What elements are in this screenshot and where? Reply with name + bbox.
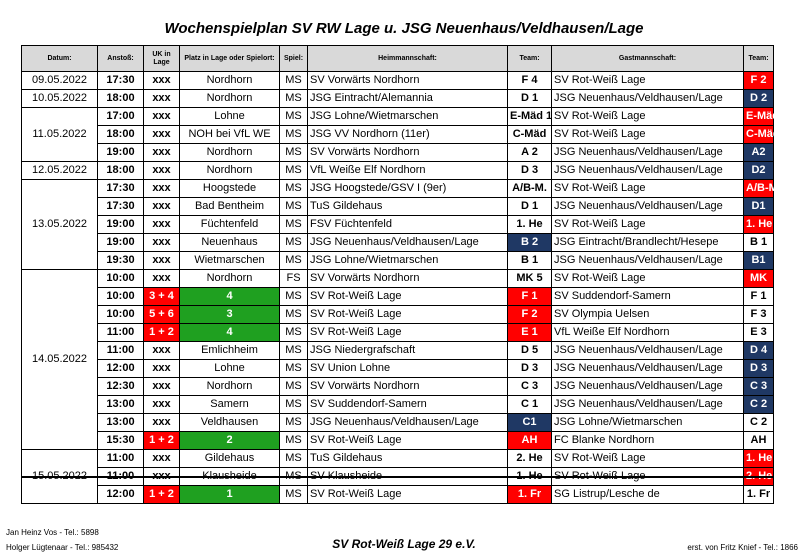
home-squad-cell: A 2 (508, 144, 552, 162)
footer-contact-1: Jan Heinz Vos - Tel.: 5898 (6, 528, 99, 537)
match-type-cell: MS (280, 378, 308, 396)
date-cell: 14.05.2022 (22, 270, 98, 450)
home-team-cell: JSG Hoogstede/GSV I (9er) (308, 180, 508, 198)
table-row (22, 90, 774, 108)
match-type-cell: MS (280, 486, 308, 504)
venue-cell: NOH bei VfL WE (180, 126, 280, 144)
away-squad-cell: MK (744, 270, 774, 288)
table-row (22, 108, 774, 126)
uk-cell: xxx (144, 162, 180, 180)
home-squad-cell: D 3 (508, 162, 552, 180)
away-team-cell: SV Rot-Weiß Lage (552, 270, 744, 288)
table-row (22, 378, 774, 396)
away-team-cell: SV Rot-Weiß Lage (552, 450, 744, 468)
home-squad-cell: C 3 (508, 378, 552, 396)
home-team-cell: FSV Füchtenfeld (308, 216, 508, 234)
table-row (22, 198, 774, 216)
header-heim: Heimmannschaft: (308, 46, 508, 72)
venue-cell: Wietmarschen (180, 252, 280, 270)
home-squad-cell: AH (508, 432, 552, 450)
time-cell: 19:00 (98, 144, 144, 162)
footer-contact-2: Holger Lügtenaar - Tel.: 985432 (6, 543, 119, 552)
away-team-cell: SG Listrup/Lesche de (552, 486, 744, 504)
time-cell: 11:00 (98, 450, 144, 468)
venue-cell: Samern (180, 396, 280, 414)
away-team-cell: FC Blanke Nordhorn (552, 432, 744, 450)
uk-cell: xxx (144, 342, 180, 360)
schedule-table (21, 45, 781, 504)
home-squad-cell: C1 (508, 414, 552, 432)
table-row (22, 216, 774, 234)
venue-cell: Bad Bentheim (180, 198, 280, 216)
home-team-cell: JSG Niedergrafschaft (308, 342, 508, 360)
away-team-cell: JSG Eintracht/Brandlecht/Hesepe (552, 234, 744, 252)
home-squad-cell: D 1 (508, 90, 552, 108)
venue-cell: Füchtenfeld (180, 216, 280, 234)
date-cell: 11.05.2022 (22, 108, 98, 162)
away-team-cell: JSG Neuenhaus/Veldhausen/Lage (552, 162, 744, 180)
home-squad-cell: 1. Fr (508, 486, 552, 504)
home-squad-cell: B 1 (508, 252, 552, 270)
home-team-cell: JSG VV Nordhorn (11er) (308, 126, 508, 144)
away-team-cell: SV Rot-Weiß Lage (552, 216, 744, 234)
venue-cell: Nordhorn (180, 270, 280, 288)
home-squad-cell: E-Mäd 1 (508, 108, 552, 126)
header-row (22, 46, 774, 72)
away-squad-cell: 1. He (744, 450, 774, 468)
time-cell: 11:00 (98, 342, 144, 360)
away-squad-cell: C 2 (744, 414, 774, 432)
uk-cell: xxx (144, 216, 180, 234)
match-type-cell: MS (280, 108, 308, 126)
uk-cell: xxx (144, 72, 180, 90)
home-squad-cell: F 1 (508, 288, 552, 306)
time-cell: 17:00 (98, 108, 144, 126)
uk-cell: 5 + 6 (144, 306, 180, 324)
away-team-cell: SV Rot-Weiß Lage (552, 72, 744, 90)
venue-cell: Nordhorn (180, 144, 280, 162)
away-team-cell: SV Rot-Weiß Lage (552, 126, 744, 144)
date-cell: 12.05.2022 (22, 162, 98, 180)
away-squad-cell: A2 (744, 144, 774, 162)
time-cell: 12:00 (98, 360, 144, 378)
uk-cell: 1 + 2 (144, 432, 180, 450)
venue-cell: Lohne (180, 108, 280, 126)
away-squad-cell: E-Mäd (744, 108, 774, 126)
uk-cell: xxx (144, 180, 180, 198)
home-team-cell: SV Rot-Weiß Lage (308, 306, 508, 324)
match-type-cell: MS (280, 342, 308, 360)
home-team-cell: JSG Eintracht/Alemannia (308, 90, 508, 108)
time-cell: 19:30 (98, 252, 144, 270)
footer-credit: erst. von Fritz Knief - Tel.: 1866 (687, 543, 798, 552)
away-squad-cell: F 2 (744, 72, 774, 90)
match-type-cell: MS (280, 432, 308, 450)
time-cell: 17:30 (98, 198, 144, 216)
away-team-cell: JSG Neuenhaus/Veldhausen/Lage (552, 378, 744, 396)
venue-cell: 3 (180, 306, 280, 324)
home-team-cell: JSG Lohne/Wietmarschen (308, 108, 508, 126)
away-team-cell: SV Rot-Weiß Lage (552, 108, 744, 126)
away-team-cell: JSG Neuenhaus/Veldhausen/Lage (552, 252, 744, 270)
table-row (22, 414, 774, 432)
home-squad-cell: A/B-M. (508, 180, 552, 198)
uk-cell: xxx (144, 450, 180, 468)
uk-cell: xxx (144, 126, 180, 144)
header-datum: Datum: (22, 46, 98, 72)
venue-cell: 4 (180, 288, 280, 306)
venue-cell: Lohne (180, 360, 280, 378)
away-squad-cell: F 3 (744, 306, 774, 324)
match-type-cell: MS (280, 126, 308, 144)
header-uk: UK in Lage (144, 46, 180, 72)
away-team-cell: JSG Neuenhaus/Veldhausen/Lage (552, 144, 744, 162)
away-team-cell: JSG Neuenhaus/Veldhausen/Lage (552, 342, 744, 360)
home-squad-cell: C-Mäd (508, 126, 552, 144)
home-squad-cell: 2. He (508, 450, 552, 468)
date-cell: 13.05.2022 (22, 180, 98, 270)
match-type-cell: MS (280, 180, 308, 198)
away-squad-cell: C 3 (744, 378, 774, 396)
table-row (22, 450, 774, 468)
table-row (22, 288, 774, 306)
venue-cell: Hoogstede (180, 180, 280, 198)
away-squad-cell: D 2 (744, 90, 774, 108)
header-team: Team: (508, 46, 552, 72)
away-squad-cell: D 3 (744, 360, 774, 378)
match-type-cell: MS (280, 198, 308, 216)
away-squad-cell: AH (744, 432, 774, 450)
time-cell: 18:00 (98, 162, 144, 180)
match-type-cell: MS (280, 252, 308, 270)
venue-cell: Nordhorn (180, 90, 280, 108)
table-row (22, 396, 774, 414)
home-team-cell: SV Vorwärts Nordhorn (308, 72, 508, 90)
table-row (22, 270, 774, 288)
venue-cell: 1 (180, 486, 280, 504)
home-team-cell: TuS Gildehaus (308, 198, 508, 216)
away-squad-cell: B1 (744, 252, 774, 270)
home-team-cell: JSG Lohne/Wietmarschen (308, 252, 508, 270)
match-type-cell: MS (280, 324, 308, 342)
table-row (22, 252, 774, 270)
away-team-cell: SV Olympia Uelsen (552, 306, 744, 324)
divider-line (21, 476, 773, 478)
away-squad-cell: D1 (744, 198, 774, 216)
home-team-cell: TuS Gildehaus (308, 450, 508, 468)
schedule-body (22, 72, 781, 504)
home-team-cell: SV Rot-Weiß Lage (308, 288, 508, 306)
match-type-cell: MS (280, 360, 308, 378)
home-team-cell: SV Rot-Weiß Lage (308, 432, 508, 450)
away-squad-cell: A/B-M. (744, 180, 774, 198)
uk-cell: 3 + 4 (144, 288, 180, 306)
home-team-cell: SV Vorwärts Nordhorn (308, 270, 508, 288)
match-type-cell: MS (280, 396, 308, 414)
home-squad-cell: MK 5 (508, 270, 552, 288)
match-type-cell: MS (280, 450, 308, 468)
away-squad-cell: F 1 (744, 288, 774, 306)
table-row (22, 324, 774, 342)
table-row (22, 144, 774, 162)
away-squad-cell: 1. He (744, 216, 774, 234)
away-squad-cell: E 3 (744, 324, 774, 342)
away-squad-cell: C 2 (744, 396, 774, 414)
home-team-cell: SV Vorwärts Nordhorn (308, 378, 508, 396)
away-squad-cell: 1. Fr (744, 486, 774, 504)
home-squad-cell: D 5 (508, 342, 552, 360)
away-team-cell: JSG Lohne/Wietmarschen (552, 414, 744, 432)
venue-cell: Neuenhaus (180, 234, 280, 252)
table-row (22, 162, 774, 180)
match-type-cell: MS (280, 144, 308, 162)
away-team-cell: JSG Neuenhaus/Veldhausen/Lage (552, 90, 744, 108)
time-cell: 13:00 (98, 396, 144, 414)
venue-cell: Nordhorn (180, 162, 280, 180)
uk-cell: xxx (144, 414, 180, 432)
home-team-cell: SV Suddendorf-Samern (308, 396, 508, 414)
match-type-cell: MS (280, 234, 308, 252)
table-row (22, 486, 774, 504)
home-squad-cell: C 1 (508, 396, 552, 414)
uk-cell: xxx (144, 360, 180, 378)
time-cell: 13:00 (98, 414, 144, 432)
uk-cell: xxx (144, 90, 180, 108)
table-row (22, 342, 774, 360)
match-type-cell: MS (280, 414, 308, 432)
match-type-cell: MS (280, 162, 308, 180)
match-type-cell: MS (280, 90, 308, 108)
header-gast: Gastmannschaft: (552, 46, 744, 72)
home-squad-cell: B 2 (508, 234, 552, 252)
time-cell: 17:30 (98, 180, 144, 198)
header-team2: Team: (744, 46, 774, 72)
venue-cell: Nordhorn (180, 72, 280, 90)
match-type-cell: MS (280, 216, 308, 234)
header-platz: Platz in Lage oder Spielort: (180, 46, 280, 72)
home-team-cell: SV Vorwärts Nordhorn (308, 144, 508, 162)
home-team-cell: SV Rot-Weiß Lage (308, 324, 508, 342)
time-cell: 11:00 (98, 324, 144, 342)
table-row (22, 234, 774, 252)
home-squad-cell: D 1 (508, 198, 552, 216)
away-squad-cell: D 4 (744, 342, 774, 360)
away-squad-cell: D2 (744, 162, 774, 180)
away-team-cell: SV Rot-Weiß Lage (552, 180, 744, 198)
time-cell: 17:30 (98, 72, 144, 90)
time-cell: 10:00 (98, 288, 144, 306)
table-row (22, 360, 774, 378)
match-type-cell: MS (280, 288, 308, 306)
venue-cell: Emlichheim (180, 342, 280, 360)
home-team-cell: VfL Weiße Elf Nordhorn (308, 162, 508, 180)
uk-cell: xxx (144, 270, 180, 288)
table-row (22, 72, 774, 90)
away-team-cell: VfL Weiße Elf Nordhorn (552, 324, 744, 342)
home-squad-cell: 1. He (508, 216, 552, 234)
table-row (22, 180, 774, 198)
venue-cell: 4 (180, 324, 280, 342)
uk-cell: 1 + 2 (144, 486, 180, 504)
match-type-cell: FS (280, 270, 308, 288)
venue-cell: 2 (180, 432, 280, 450)
away-team-cell: JSG Neuenhaus/Veldhausen/Lage (552, 198, 744, 216)
page-title: Wochenspielplan SV RW Lage u. JSG Neuenhaus/Veldhausen/Lage (164, 20, 644, 37)
header-anstoss: Anstoß: (98, 46, 144, 72)
time-cell: 10:00 (98, 270, 144, 288)
home-team-cell: JSG Neuenhaus/Veldhausen/Lage (308, 414, 508, 432)
away-squad-cell: B 1 (744, 234, 774, 252)
home-team-cell: SV Union Lohne (308, 360, 508, 378)
home-team-cell: SV Rot-Weiß Lage (308, 486, 508, 504)
time-cell: 19:00 (98, 234, 144, 252)
match-type-cell: MS (280, 72, 308, 90)
home-squad-cell: D 3 (508, 360, 552, 378)
time-cell: 19:00 (98, 216, 144, 234)
uk-cell: 1 + 2 (144, 324, 180, 342)
uk-cell: xxx (144, 252, 180, 270)
table-row (22, 432, 774, 450)
date-cell: 09.05.2022 (22, 72, 98, 90)
uk-cell: xxx (144, 144, 180, 162)
home-team-cell: JSG Neuenhaus/Veldhausen/Lage (308, 234, 508, 252)
home-squad-cell: F 4 (508, 72, 552, 90)
time-cell: 12:00 (98, 486, 144, 504)
footer-club-name: SV Rot-Weiß Lage 29 e.V. (332, 537, 476, 551)
away-squad-cell: C-Mäd (744, 126, 774, 144)
uk-cell: xxx (144, 198, 180, 216)
time-cell: 18:00 (98, 90, 144, 108)
uk-cell: xxx (144, 378, 180, 396)
header-spiel: Spiel: (280, 46, 308, 72)
uk-cell: xxx (144, 396, 180, 414)
away-team-cell: JSG Neuenhaus/Veldhausen/Lage (552, 396, 744, 414)
away-team-cell: JSG Neuenhaus/Veldhausen/Lage (552, 360, 744, 378)
venue-cell: Gildehaus (180, 450, 280, 468)
table-row (22, 306, 774, 324)
time-cell: 12:30 (98, 378, 144, 396)
home-squad-cell: F 2 (508, 306, 552, 324)
uk-cell: xxx (144, 108, 180, 126)
venue-cell: Veldhausen (180, 414, 280, 432)
away-team-cell: SV Suddendorf-Samern (552, 288, 744, 306)
venue-cell: Nordhorn (180, 378, 280, 396)
time-cell: 15:30 (98, 432, 144, 450)
time-cell: 18:00 (98, 126, 144, 144)
time-cell: 10:00 (98, 306, 144, 324)
uk-cell: xxx (144, 234, 180, 252)
date-cell: 10.05.2022 (22, 90, 98, 108)
table-row (22, 126, 774, 144)
match-type-cell: MS (280, 306, 308, 324)
home-squad-cell: E 1 (508, 324, 552, 342)
